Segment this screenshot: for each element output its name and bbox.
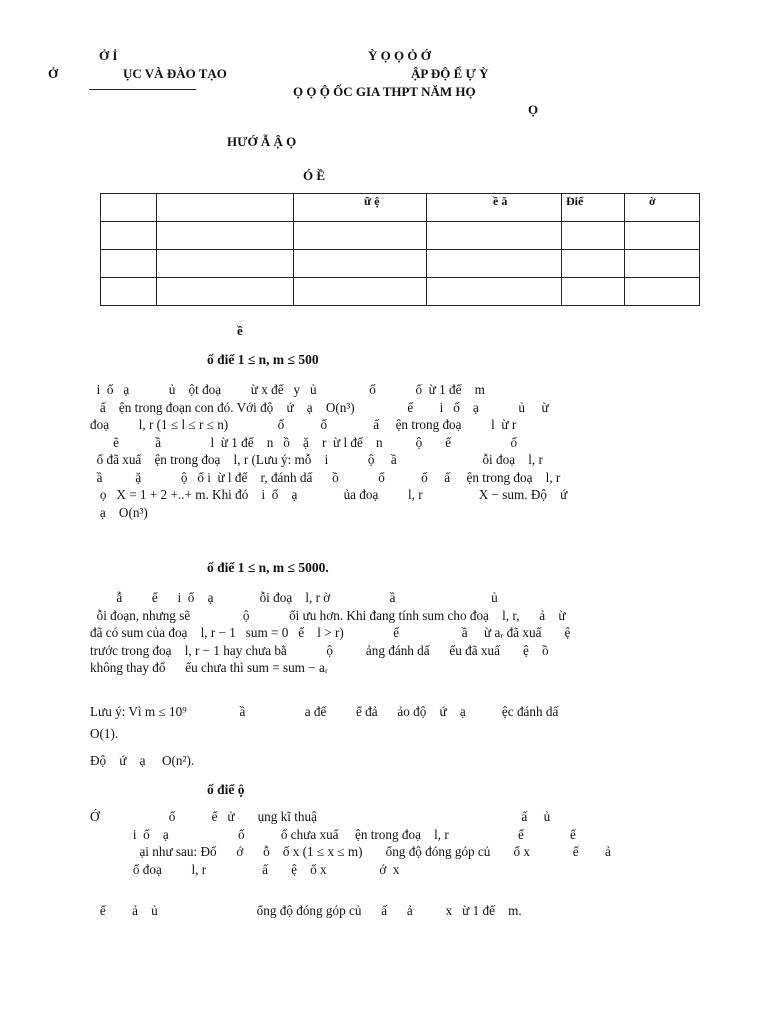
section-heading-0: ề — [237, 323, 243, 338]
text-line: không thay đổ ếu chưa thì sum = sum − aᵣ — [90, 660, 328, 675]
header-left-ở: Ở — [48, 66, 59, 81]
text-line: ỗi đoạn, nhưng sẽ ộ ối ưu hơn. Khi đang tính sum cho đoạ l, r, ả ừ — [90, 607, 566, 623]
text-line: ẽ ầ l ừ 1 đế n ồ ặ r ừ l đế n ộ ế ố — [90, 434, 518, 450]
text-line: Ớ ố ể ử ụng kĩ thuậ ấ ủ — [90, 809, 551, 824]
header-left-line1: Ở Ỉ — [99, 48, 118, 63]
text-line: đoạ l, r (1 ≤ l ≤ r ≤ n) ố ố ấ ện trong đoạ l ừ r — [90, 417, 517, 432]
table-header-cell: Điể — [562, 194, 625, 222]
page-title: HƯỚ Ẫ Ậ Ọ — [227, 134, 297, 149]
header-right-line4: Ọ — [528, 102, 539, 117]
text-line: đã có sum của đoạ l, r − 1 sum = 0 ế l > r) ể ầ ừ aᵣ đã xuấ ệ — [90, 625, 571, 640]
text-line: ế ả ủ ổng độ đóng góp củ ấ ả x ừ 1 đế m. — [90, 903, 522, 918]
text-line: Độ ứ ạ O(n²). — [90, 753, 195, 768]
table-header-cell: ữ ệ — [294, 194, 427, 222]
header-right-line3: Ọ Ọ Ộ ỐC GIA THPT NĂM HỌ — [293, 84, 476, 99]
text-line: ố đã xuấ ện trong đoạ l, r (Lưu ý: mỗ i ộ ầ ỗi đoạ l, r — [90, 452, 543, 467]
text-line: ọ X = 1 + 2 +..+ m. Khi đó i ố ạ ủa đoạ l, r X − sum. Độ ứ — [90, 487, 568, 502]
header-right-line1: Ỳ Ọ Ọ Ỏ Ớ — [368, 48, 431, 63]
text-line: i ố ạ ủ ột đoạ ừ x đế y ủ ố ố ừ 1 đế m — [90, 382, 485, 397]
section-3-body — [90, 808, 680, 878]
text-line: ấ ện trong đoạn con đó. Với độ ứ ạ O(n³) ể i ố ạ ủ ừ — [90, 399, 549, 415]
section-2-body — [90, 589, 680, 677]
table-header-cell — [157, 194, 294, 222]
section-heading-1: ố điể 1 ≤ n, m ≤ 500 — [207, 352, 319, 367]
text-line: ố đoạ l, r ấ ệ ố x ớ x — [90, 861, 400, 877]
text-line: ẫ ể i ố ạ ỗi đoạ l, r ờ ầ ủ — [90, 590, 498, 605]
header-left-line2: ỤC VÀ ĐÀO TẠO — [123, 66, 227, 81]
header-underline — [89, 89, 196, 90]
table-header-row — [101, 194, 700, 222]
section-1-body — [90, 381, 680, 521]
complexity-line — [90, 752, 680, 770]
text-line: ầ ặ ộ ố i ừ l đế r, đánh dấ ồ ố ố ấ ện trong đoạ l, r — [90, 469, 561, 485]
text-line: Lưu ý: Vì m ≤ 10⁹ ầ a để ể đả ảo độ ứ ạ ệc đánh dấ — [90, 704, 559, 719]
text-line: i ố ạ ố ố chưa xuấ ện trong đoạ l, r ể ể — [90, 826, 576, 842]
table-header-cell: ề ă — [427, 194, 562, 222]
table-row — [101, 278, 700, 306]
section-heading-2: ố điể 1 ≤ n, m ≤ 5000. — [207, 560, 329, 575]
page-subtitle: Ó Ề — [303, 168, 326, 183]
text-line: trước trong đoạ l, r − 1 hay chưa bằ ộ ảng đánh dấ ếu đã xuấ ệ ồ — [90, 642, 549, 658]
table-header-cell — [101, 194, 157, 222]
table-row — [101, 222, 700, 250]
section-heading-3: ố điể ộ — [207, 782, 245, 797]
final-line — [90, 902, 680, 920]
text-line: O(1). — [90, 725, 119, 741]
text-line: ạ O(n³) — [90, 504, 148, 520]
text-line: ại như sau: Đố ớ ỗ ố x (1 ≤ x ≤ m) ổng độ đóng góp củ ố x ế ả — [90, 844, 611, 859]
header-right-line2: ẬP ĐỘ Ể Ự Ỳ — [411, 66, 489, 81]
table-row — [101, 250, 700, 278]
info-table — [100, 193, 700, 306]
note-block — [90, 703, 680, 742]
table-header-cell: ờ — [625, 194, 700, 222]
